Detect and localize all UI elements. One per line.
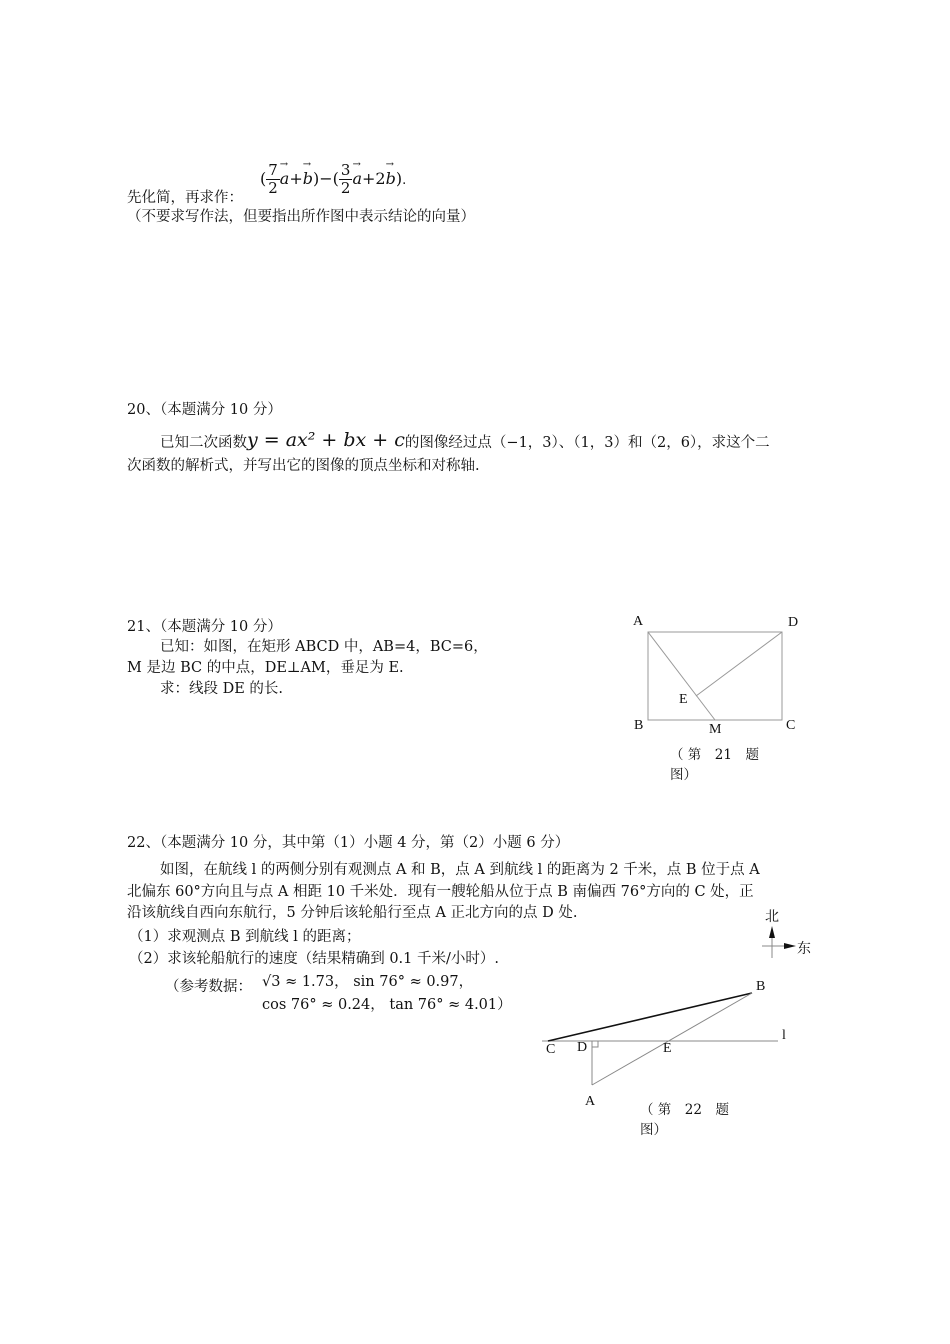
q21-line3: 求：线段 DE 的长. [160,681,284,697]
q22-ref1: √3 ≈ 1.73， sin 76° ≈ 0.97， [262,974,474,990]
right-angle-mark [592,1041,598,1047]
fraction-3-2 [339,162,353,197]
q22-sub1: （1）求观测点 B 到航线 l 的距离； [129,929,361,945]
q19-prefix: 先化简，再求作： [127,190,243,206]
q22-line1: 如图，在航线 l 的两侧分别有观测点 A 和 B，点 A 到航线 l 的距离为 2 千米，点 B 位于点 A [160,862,760,878]
segment-ab [592,993,752,1085]
segment-cb [548,993,752,1041]
q22-sub2: （2）求该轮船航行的速度（结果精确到 0.1 千米/小时）. [129,951,499,967]
period: . [402,173,407,188]
rectangle-abcd [648,632,782,720]
label-b: B [756,979,766,994]
figure-22-caption: （ 第 22 题 图） [640,1102,729,1138]
label-c: C [786,718,796,733]
q20-header: 20、（本题满分 10 分） [127,402,282,418]
label-e: E [663,1041,672,1056]
q21-header: 21、（本题满分 10 分） [127,619,282,635]
q22-ref2: cos 76° ≈ 0.24， tan 76° ≈ 4.01） [262,997,512,1013]
frac-num: 3 [340,161,351,179]
figure-21-rectangle [640,625,790,725]
vector-b: → b [386,169,396,188]
minus-paren: )−( [313,169,339,188]
plus-two: +2 [361,169,386,188]
compass-north-label: 北 [765,910,779,925]
plus-sign: + [289,169,303,188]
q21-line2: M 是边 BC 的中点，DE⊥AM，垂足为 E. [127,660,404,676]
vector-a: → a [352,169,362,188]
label-m: M [709,722,722,737]
label-a: A [585,1094,596,1109]
frac-den: 2 [268,179,278,197]
paren-close: ) [395,169,403,188]
compass-icon [760,924,800,960]
q22-ref-label: （参考数据： [165,979,252,995]
q21-line1: 已知：如图，在矩形 ABCD 中，AB=4，BC=6， [160,639,488,655]
frac-den: 2 [340,179,351,197]
label-d: D [577,1040,588,1055]
fraction-7-2 [266,162,280,197]
figure-21-caption: （ 第 21 题 图） [670,747,759,783]
paren-open: ( [260,169,267,188]
vector-b: → b [303,169,313,188]
q22-line2: 北偏东 60°方向且与点 A 相距 10 千米处．现有一艘轮船从位于点 B 南偏西 76°方向的 C 处，正 [127,884,754,900]
q20-line1 [160,430,770,453]
label-c: C [546,1042,556,1057]
label-d: D [788,615,799,630]
segment-de [696,632,782,696]
q19-note: （不要求写作法，但要指出所作图中表示结论的向量） [127,209,475,225]
q19-expression [260,162,406,197]
frac-num: 7 [268,161,278,179]
q20-text-a: 已知二次函数 [160,435,247,451]
label-l: l [782,1028,786,1043]
q22-header: 22、（本题满分 10 分，其中第（1）小题 4 分，第（2）小题 6 分） [127,835,570,851]
compass-east-label: 东 [797,942,811,957]
label-e: E [679,692,688,707]
q20-text-b: 的图像经过点（−1，3）、（1，3）和（2，6），求这个二 [404,435,770,451]
vector-a: → a [280,169,290,188]
q22-line3: 沿该航线自西向东航行，5 分钟后该轮船行至点 A 正北方向的点 D 处. [127,905,578,921]
quadratic-formula: y = ax² + bx + c [247,429,405,451]
q20-line2: 次函数的解析式，并写出它的图像的顶点坐标和对称轴. [127,458,480,474]
label-a: A [633,614,644,629]
label-b: B [634,718,644,733]
